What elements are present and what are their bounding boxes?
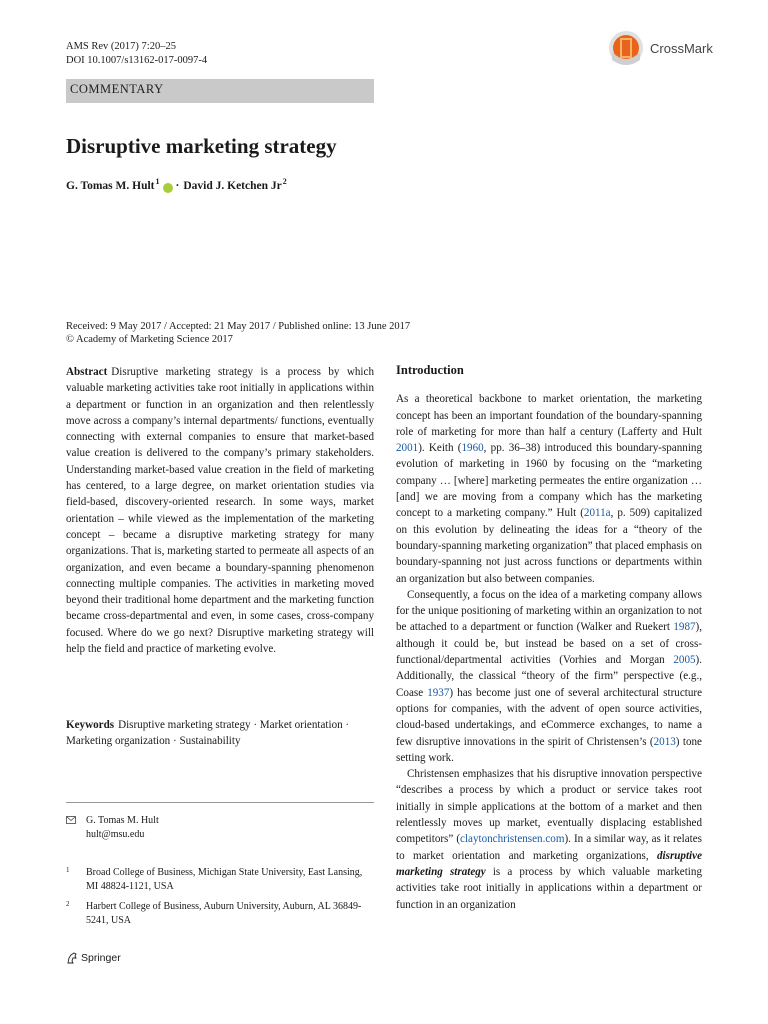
correspondence-name: G. Tomas M. Hult (86, 815, 159, 826)
citation-link[interactable]: 1937 (427, 686, 450, 699)
affiliation-marker: 1 (155, 177, 160, 186)
author-name[interactable]: David J. Ketchen Jr (183, 180, 282, 192)
keywords-label: Keywords (66, 719, 115, 731)
springer-horse-icon (66, 952, 78, 964)
section-label: COMMENTARY (66, 79, 374, 103)
article-title: Disruptive marketing strategy (66, 134, 337, 158)
correspondence (66, 814, 159, 841)
history-dates: Received: 9 May 2017 / Accepted: 21 May 2017 / Published online: 13 June 2017 (66, 321, 411, 332)
emphasis-term: disruptive marketing strategy (396, 849, 702, 878)
doi[interactable]: DOI 10.1007/s13162-017-0097-4 (66, 55, 208, 66)
section-heading: Introduction (396, 363, 464, 377)
orcid-icon[interactable] (163, 183, 173, 193)
paragraph: As a theoretical backbone to market orientation, the marketing concept has been an important foundation of the boundary-spanning role of marketing for more than half a century (Lafferty and Hult 2001). Keith (1960, pp. 36–38) introduced this boundary-spanning evolution of marketing in 1960 by focusing on the “marketing company … [where] marketing permeates the entire organization … [and] we are moving from a company which has the marketing concept to a marketing company.” Hult (2011a, p. 509) capitalized on this evolution by delineating the ideas for a “theory of the boundary-spanning marketing organization” that placed emphasis on boundary-spanning not just across functions or departments within an organization but also between companies. (396, 393, 703, 585)
crossmark-button[interactable] (608, 30, 713, 66)
abstract-label: Abstract (66, 366, 108, 378)
citation-link[interactable]: 1987 (673, 621, 696, 634)
keywords (66, 717, 374, 750)
journal-citation: AMS Rev (2017) 7:20–25 (66, 41, 176, 52)
author-separator: · (175, 180, 180, 192)
citation-link[interactable]: 2011a (583, 507, 611, 520)
crossmark-icon (608, 30, 644, 66)
affiliation-1 (66, 866, 366, 893)
affiliation-2 (66, 900, 366, 927)
paragraph: Christensen emphasizes that his disruptive innovation perspective “describes a process by which a product or service takes root initially in simple applications at the bottom of a market and then relentlessly moves up market, eventually displacing established competitors” (claytonchristensen.com). In a similar way, as it relates to market orientation and marketing organizations, disruptive marketing strategy is a process by which valuable marketing activities take root initially in applications within a department or function in an organization (396, 768, 702, 911)
crossmark-label: CrossMark (650, 40, 713, 56)
envelope-icon (66, 816, 76, 824)
publisher-name: Springer (81, 952, 121, 964)
citation-link[interactable]: 2005 (673, 654, 696, 667)
correspondence-email[interactable]: hult@msu.edu (86, 828, 145, 840)
citation-link[interactable]: 2001 (396, 442, 419, 455)
introduction-section (396, 362, 702, 913)
author-list (66, 177, 287, 193)
publication-history (66, 320, 410, 346)
footnote-divider (66, 802, 374, 803)
affiliation-text: Harbert College of Business, Auburn University, Auburn, AL 36849-5241, USA (86, 901, 362, 926)
citation-link[interactable]: 2013 (653, 735, 676, 748)
paragraph: Consequently, a focus on the idea of a marketing company allows for the unique positioning of marketing within an organization to not be attached to a department or function (Walker and Ruekert 1987), although it could be, but instead be based on a set of cross-functional/departmental activities (Vorhies and Morgan 2005). Additionally, the classical “theory of the firm” perspective (e.g., Coase 1937) has become just one of several architectural structure options for companies, with the advent of open source activities, cloud-based undertakings, and eCommerce exchanges, to name a few disruptive innovations in the spirit of Christensen’s (2013) tone setting work. (396, 588, 702, 764)
citation-link[interactable]: 1960 (461, 442, 484, 455)
abstract-text: Disruptive marketing strategy is a process by which valuable marketing activities take root initially in applications within a department or function in an organization and then relentlessly move across a company’s internal departments/ functions, eventually connecting with external companies to ensure that market-based value creation is delivered to the company’s primary stakeholders. Understanding market-based value creation in the field of marketing has centered, to a large degree, on market orientation studies via field-based, discovery-oriented research. In some ways, market orientation – while viewed as the implementation of the marketing concept – became a disruptive marketing strategy for many organizations. That is, marketing started to permeate all aspects of an organization, and even became a boundary-spanning phenomenon connecting multiple companies. The activities in marketing moved beyond their traditional home department and the marketing function became cross-departmental and even, in some cases, cross-company focused. Where do we go next? Disruptive marketing strategy will help the field and practice of marketing evolve. (66, 366, 374, 656)
publisher-logo (66, 952, 121, 964)
affiliation-marker: 2 (282, 177, 287, 186)
affiliation-text: Broad College of Business, Michigan State University, East Lansing, MI 48824-1121, USA (86, 867, 363, 892)
affiliation-number: 1 (66, 866, 70, 874)
journal-meta (66, 40, 207, 68)
author-name[interactable]: G. Tomas M. Hult (66, 180, 155, 192)
web-link[interactable]: claytonchristensen.com (460, 833, 565, 846)
abstract (66, 364, 374, 657)
copyright: © Academy of Marketing Science 2017 (66, 334, 233, 345)
affiliation-number: 2 (66, 900, 70, 908)
keywords-text: Disruptive marketing strategy · Market orientation · Marketing organization · Sustainability (66, 719, 350, 748)
